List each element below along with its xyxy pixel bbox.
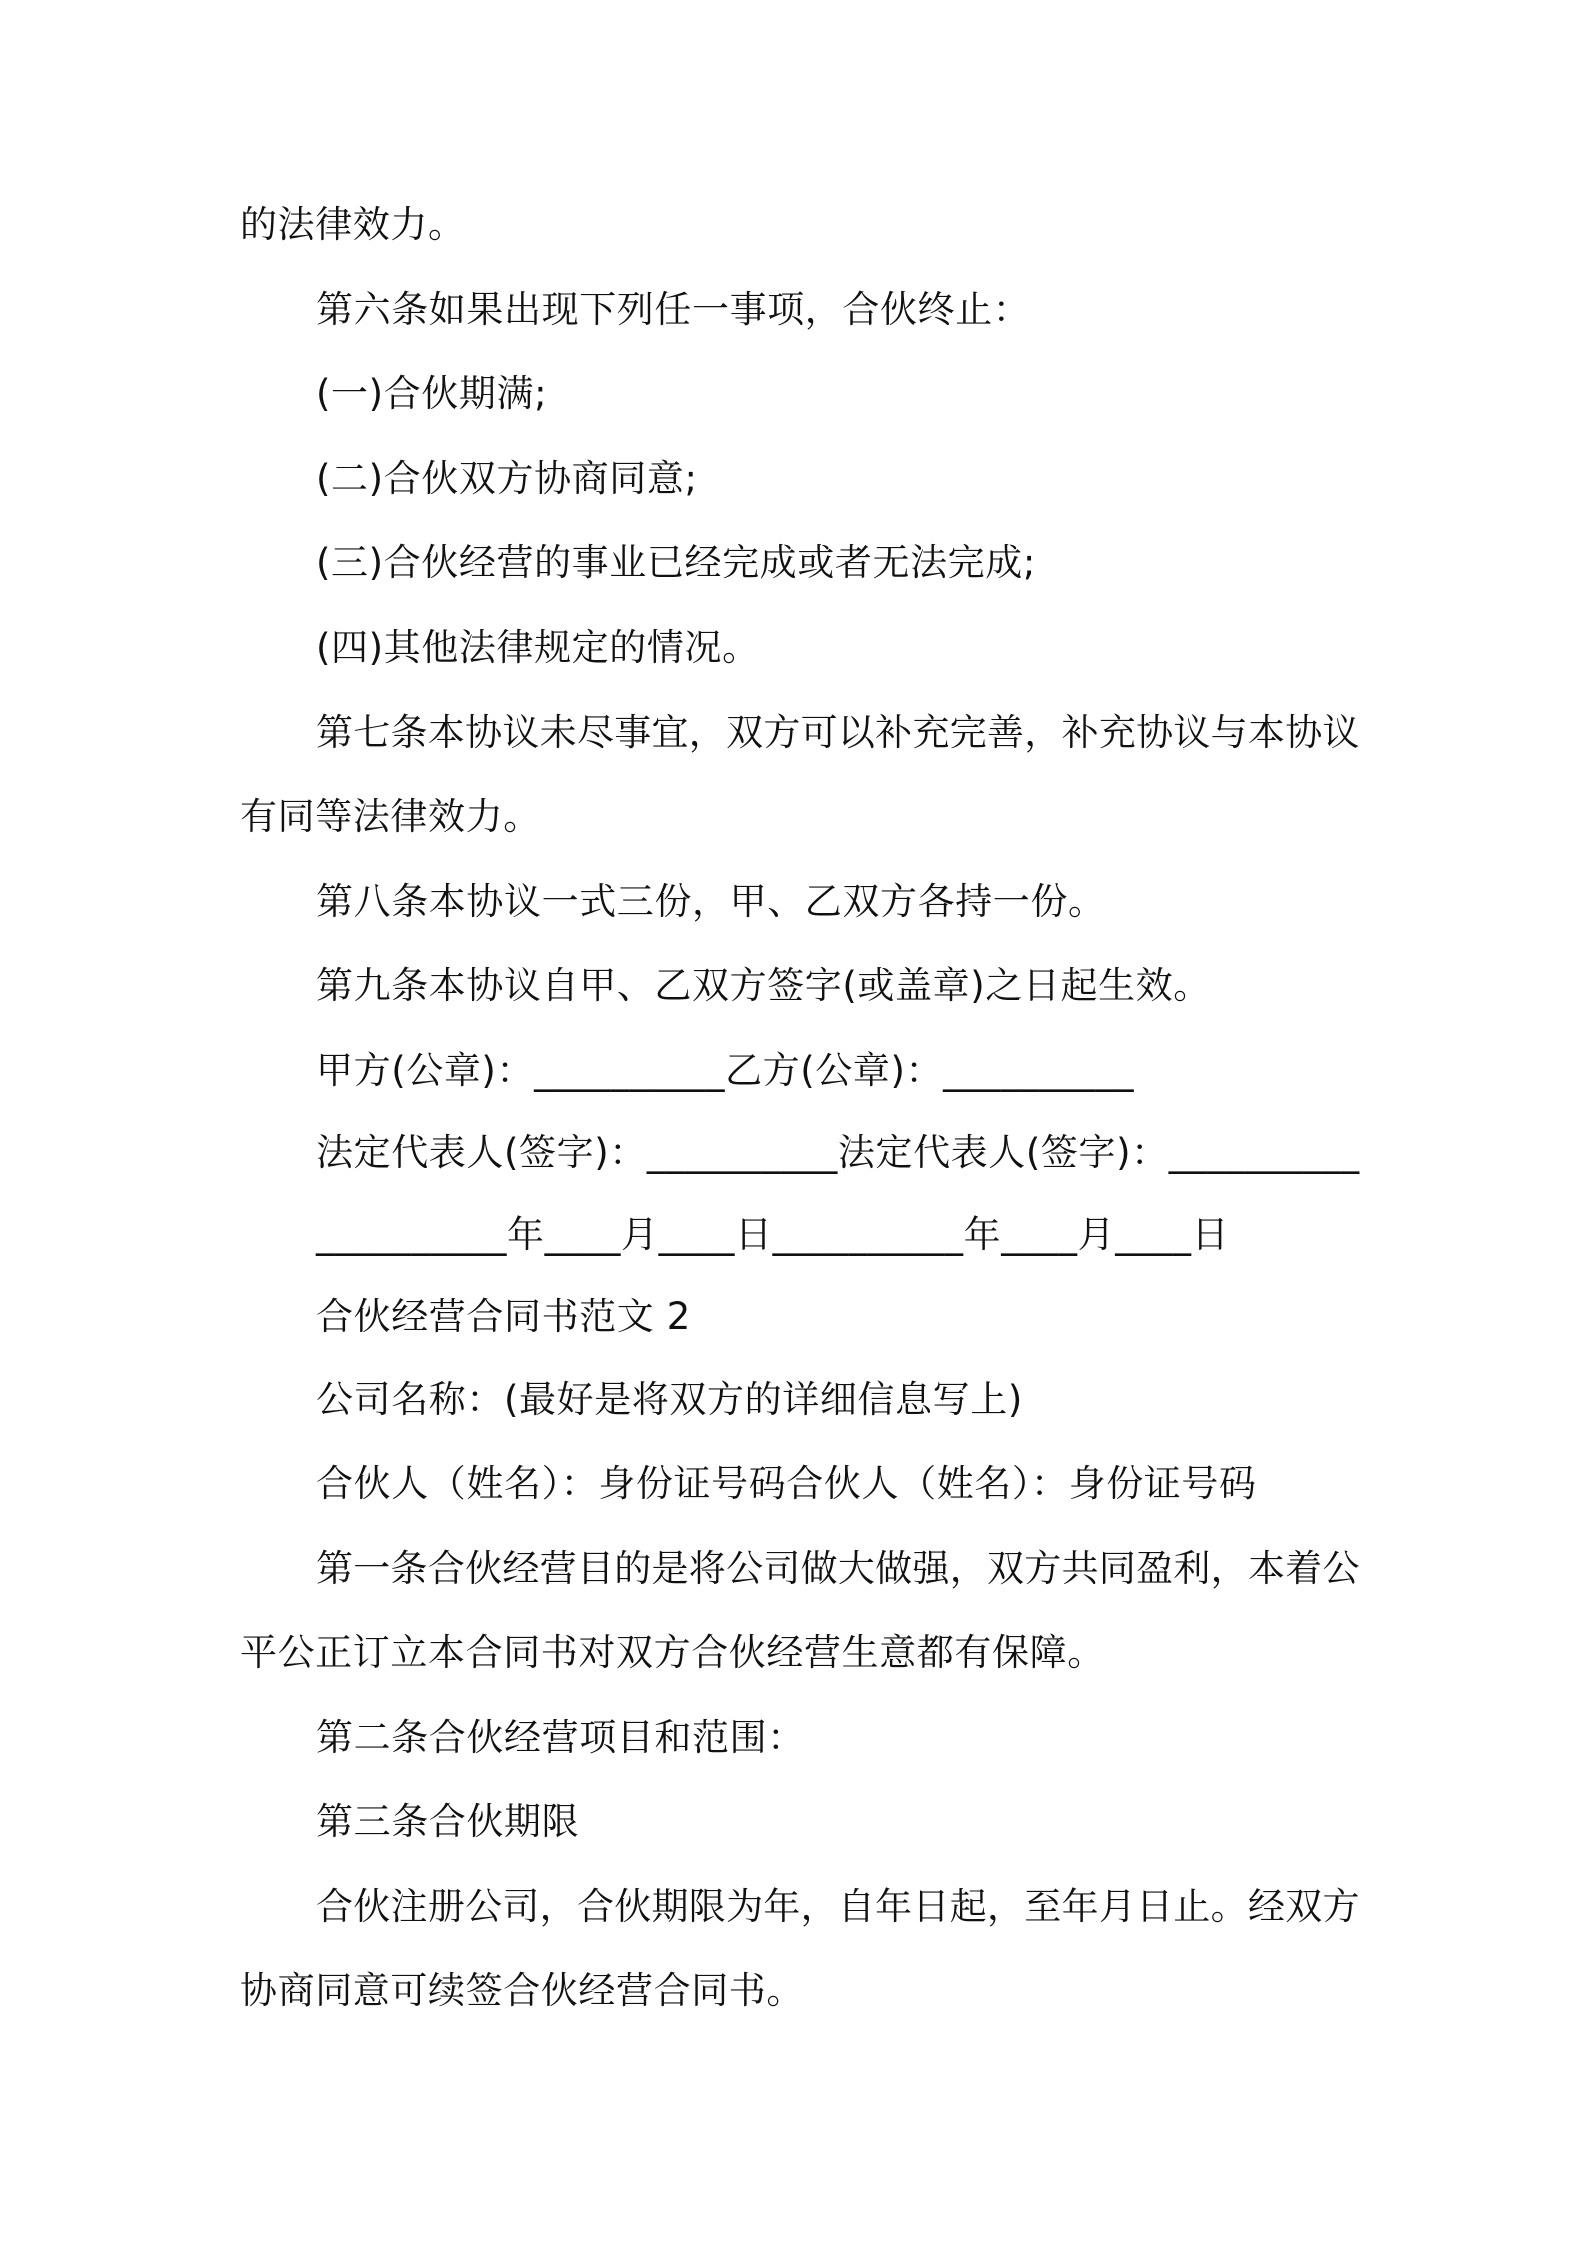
clause-3-heading: 第三条合伙期限	[316, 1800, 580, 1843]
article-6-item-2: (二)合伙双方协商同意;	[316, 457, 698, 500]
clause-3-line-1: 合伙注册公司，合伙期限为年，自年日起，至年月日止。经双方	[316, 1885, 1360, 1928]
article-7-line-1: 第七条本协议未尽事宜，双方可以补充完善，补充协议与本协议	[316, 711, 1360, 754]
article-9: 第九条本协议自甲、乙双方签字(或盖章)之日起生效。	[316, 964, 1211, 1007]
section-title-2: 合伙经营合同书范文 2	[316, 1295, 691, 1338]
article-6-heading: 第六条如果出现下列任一事项，合伙终止：	[316, 288, 1031, 331]
article-7-line-2: 有同等法律效力。	[240, 795, 541, 838]
article-6-item-4: (四)其他法律规定的情况。	[316, 626, 760, 669]
signature-date-line: __________年____月____日__________年____月____日	[316, 1213, 1230, 1256]
article-6-item-3: (三)合伙经营的事业已经完成或者无法完成;	[316, 541, 1036, 584]
signature-representative-line: 法定代表人(签字)：__________法定代表人(签字)：__________	[316, 1131, 1360, 1174]
article-6-item-1: (一)合伙期满;	[316, 372, 548, 415]
clause-1-line-2: 平公正订立本合同书对双方合伙经营生意都有保障。	[240, 1631, 1105, 1674]
clause-2: 第二条合伙经营项目和范围：	[316, 1716, 805, 1759]
clause-1-line-1: 第一条合伙经营目的是将公司做大做强，双方共同盈利，本着公	[316, 1547, 1360, 1590]
clause-3-line-2: 协商同意可续签合伙经营合同书。	[240, 1969, 804, 2012]
article-8: 第八条本协议一式三份，甲、乙双方各持一份。	[316, 880, 1106, 923]
partners-line: 合伙人（姓名）：身份证号码合伙人（姓名）：身份证号码	[316, 1462, 1257, 1505]
company-name-line: 公司名称：(最好是将双方的详细信息写上)	[316, 1378, 1023, 1421]
paragraph-continuation: 的法律效力。	[240, 203, 466, 246]
signature-seal-line: 甲方(公章)：__________乙方(公章)：__________	[316, 1049, 1135, 1092]
